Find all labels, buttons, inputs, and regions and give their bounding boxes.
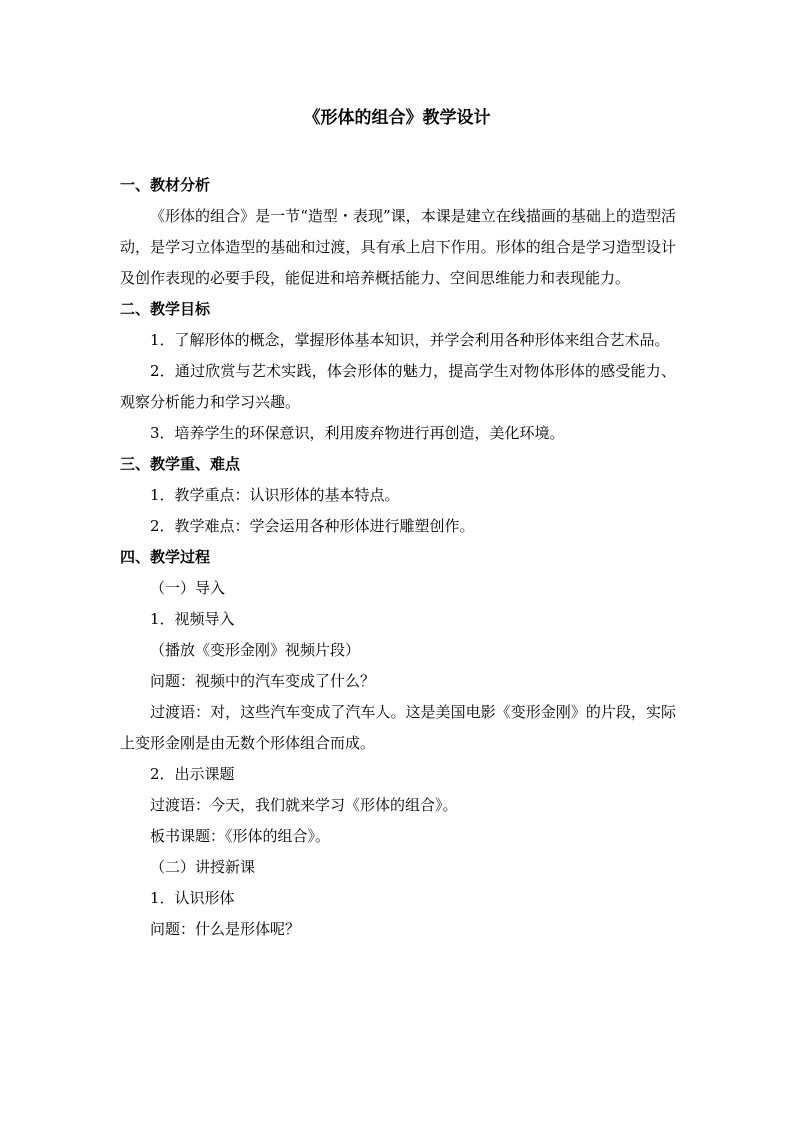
section-heading: 二、教学目标 [120, 300, 211, 318]
paragraph: 问题：什么是形体呢？ [150, 920, 301, 938]
paragraph: 《形体的组合》是一节“造型・表现”课，本课是建立在线描画的基础上的造型活动，是学习立体造型的基础和过渡，具有承上启下作用。形体的组合是学习造型设计及创作表现的必要手段，能促进和培养概括能力、空间思维能力和表现能力。 [120, 207, 676, 287]
paragraph: 2．出示课题 [150, 765, 235, 783]
paragraph: 1．了解形体的概念，掌握形体基本知识，并学会利用各种形体来组合艺术品。 [150, 331, 670, 349]
document-title: 《形体的组合》教学设计 [303, 108, 491, 128]
paragraph: 1．认识形体 [150, 889, 235, 907]
paragraph: 问题：视频中的汽车变成了什么？ [150, 672, 376, 690]
paragraph: （播放《变形金刚》视频片段） [150, 641, 361, 659]
paragraph: 2．教学难点：学会运用各种形体进行雕塑创作。 [150, 517, 475, 535]
section-heading: 一、教材分析 [120, 176, 211, 194]
paragraph: 3．培养学生的环保意识，利用废弃物进行再创造，美化环境。 [150, 424, 565, 442]
paragraph: （二）讲授新课 [150, 858, 256, 876]
paragraph: 板书课题：《形体的组合》。 [150, 827, 331, 845]
document-body [120, 170, 676, 945]
paragraph: 过渡语：今天，我们就来学习《形体的组合》。 [150, 796, 458, 814]
section-heading: 四、教学过程 [120, 548, 211, 566]
section-heading: 三、教学重、难点 [120, 455, 241, 473]
paragraph: 1．视频导入 [150, 610, 235, 628]
paragraph: 1．教学重点：认识形体的基本特点。 [150, 486, 400, 504]
paragraph: （一）导入 [150, 579, 226, 597]
paragraph: 过渡语：对，这些汽车变成了汽车人。这是美国电影《变形金刚》的片段，实际上变形金刚是由无数个形体组合而成。 [120, 703, 676, 752]
paragraph: 2．通过欣赏与艺术实践，体会形体的魅力，提高学生对物体形体的感受能力、观察分析能力和学习兴趣。 [120, 362, 676, 411]
